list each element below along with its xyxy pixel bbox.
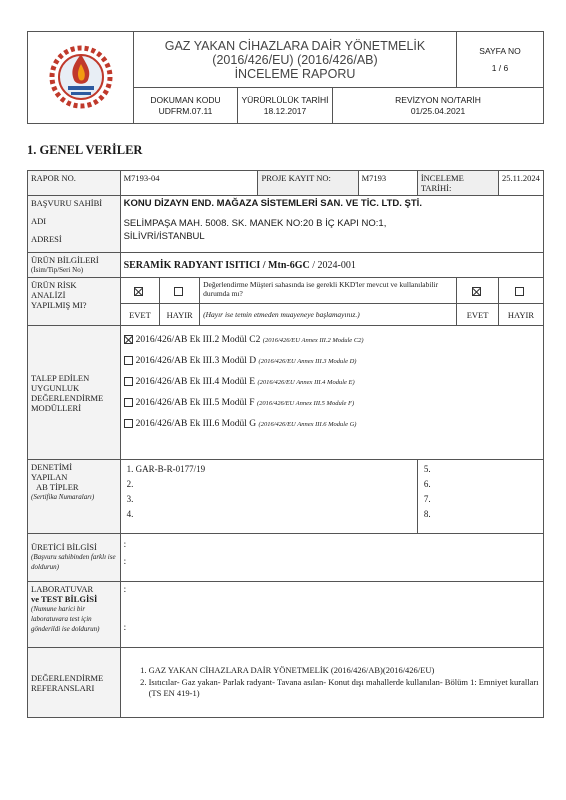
- module-checkbox[interactable]: [124, 356, 133, 365]
- risk-label-line-1: ÜRÜN RİSK: [31, 280, 77, 290]
- title-line-3: İNCELEME RAPORU: [234, 66, 356, 81]
- module-checkbox[interactable]: [124, 398, 133, 407]
- page-number-cell: [457, 32, 544, 88]
- module-text: 2016/426/AB Ek III.4 Modül E: [135, 377, 256, 387]
- lab-note: (Numune harici bir laboratuvara test için gönderildi ise doldurun): [31, 605, 100, 633]
- risk-no-box-cell[interactable]: [160, 278, 200, 304]
- lab-label: [28, 582, 121, 648]
- product-label: [28, 253, 121, 278]
- module-item[interactable]: [124, 330, 540, 351]
- types-left: [120, 460, 417, 534]
- manufacturer-address-field: :: [123, 556, 127, 566]
- modules-label-line-4: MODÜLLERİ: [31, 402, 82, 413]
- product-label-line-1: ÜRÜN BİLGİLERİ: [31, 255, 99, 265]
- module-checkbox[interactable]: [124, 335, 133, 344]
- reference-item: 2. Isıtıcılar- Gaz yakan- Parlak radyant- Tavana asılan- Konut dışı mahallerde kullanılan- Bölüm 1: Emniyet kuralları (TS EN 419-1): [149, 677, 540, 699]
- module-note: (2016/426/EU Annex III.6 Module G): [258, 421, 357, 428]
- type-item: 3.: [126, 494, 134, 504]
- ppe-question: Değerlendirme Müşteri sahasında ise gerekli KKD'ler mevcut ve kullanılabilir durumda mı?: [200, 278, 457, 304]
- report-no-value: M7193-04: [120, 171, 258, 196]
- manufacturer-name-field: :: [123, 539, 127, 549]
- doc-code-value: UDFRM.07.11: [158, 105, 213, 116]
- lab-label-line-2: ve TEST BİLGİSİ: [31, 594, 98, 604]
- references-list: [135, 665, 540, 699]
- lab-info: [120, 582, 543, 648]
- revision-cell: [333, 88, 544, 124]
- modules-label-line-2: UYGUNLUK: [31, 382, 80, 393]
- applicant-label-line-2: ADI: [31, 216, 47, 226]
- modules-label: [28, 326, 121, 460]
- references-label-line-1: DEĞERLENDİRME: [31, 672, 104, 683]
- modules-list: [120, 326, 543, 460]
- module-text: 2016/426/AB Ek III.3 Modül D: [135, 356, 257, 366]
- product-label-line-2: (İsim/Tip/Seri No): [31, 266, 84, 274]
- doc-code-cell: [134, 88, 238, 124]
- report-no-label: RAPOR NO.: [28, 171, 121, 196]
- logo-cell: [28, 32, 134, 124]
- lab-name-field: :: [123, 584, 127, 594]
- revision-value: 01/25.04.2021: [410, 105, 466, 116]
- applicant-label-line-3: ADRESİ: [31, 234, 62, 244]
- types-label-line-3: AB TİPLER: [36, 482, 79, 492]
- ppe-no-checkbox[interactable]: [515, 287, 524, 296]
- manufacturer-info: [120, 534, 543, 582]
- document-header: [27, 31, 544, 124]
- section-title: 1. GENEL VERİLER: [27, 143, 143, 157]
- type-item: 2.: [126, 479, 134, 489]
- product-info: [120, 253, 543, 278]
- risk-yes-box-cell[interactable]: [120, 278, 160, 304]
- product-value: SERAMİK RADYANT ISITICI / Mtn-6GC: [123, 259, 310, 271]
- type-item: 1. GAR-B-R-0177/19: [126, 464, 206, 474]
- lab-label-line-1: LABORATUVAR: [31, 584, 94, 594]
- type-item: 8.: [423, 509, 431, 519]
- module-item[interactable]: [124, 372, 540, 393]
- ppe-no-label: HAYIR: [498, 304, 543, 326]
- types-label: [28, 460, 121, 534]
- risk-no-label: HAYIR: [160, 304, 200, 326]
- ppe-no-box-cell[interactable]: [498, 278, 543, 304]
- inspection-date-label: İNCELEME TARİHİ:: [417, 171, 498, 196]
- modules-label-line-1: TALEP EDİLEN: [31, 372, 90, 383]
- module-text: 2016/426/AB Ek III.5 Modül F: [135, 398, 255, 408]
- types-label-line-2: YAPILAN: [31, 472, 68, 482]
- manufacturer-note: (Başvuru sahibinden farklı ise doldurun): [31, 553, 116, 571]
- document-title: [134, 32, 457, 88]
- module-note: (2016/426/EU Annex III.5 Module F): [256, 400, 355, 407]
- type-item: 7.: [423, 494, 431, 504]
- company-logo-icon: [46, 40, 116, 110]
- module-item[interactable]: [124, 351, 540, 372]
- type-item: 5.: [423, 464, 431, 474]
- doc-code-label: DOKUMAN KODU: [150, 94, 221, 105]
- effective-date-label: YÜRÜRLÜLÜK TARİHİ: [241, 94, 329, 105]
- ppe-yes-label: EVET: [457, 304, 499, 326]
- applicant-label: [28, 196, 121, 253]
- project-value: M7193: [358, 171, 417, 196]
- project-label: PROJE KAYIT NO:: [258, 171, 358, 196]
- modules-label-line-3: DEĞERLENDİRME: [31, 392, 104, 403]
- risk-yes-label: EVET: [120, 304, 160, 326]
- module-note: (2016/426/EU Annex III.2 Module C2): [262, 337, 364, 344]
- references-info: [120, 648, 543, 718]
- ppe-yes-box-cell[interactable]: [457, 278, 499, 304]
- applicant-address-line-1: SELİMPAŞA MAH. 5008. SK. MANEK NO:20 B İÇ KAPI NO:1,: [123, 218, 387, 229]
- effective-date-cell: [238, 88, 333, 124]
- module-checkbox[interactable]: [124, 419, 133, 428]
- module-note: (2016/426/EU Annex III.4 Module E): [257, 379, 355, 386]
- manufacturer-label-text: ÜRETİCİ BİLGİSİ: [31, 542, 97, 552]
- risk-label-line-2: ANALİZİ: [31, 290, 66, 300]
- page-value: 1 / 6: [491, 62, 509, 73]
- references-label: [28, 648, 121, 718]
- effective-date-value: 18.12.2017: [263, 105, 307, 116]
- reference-item: 1. GAZ YAKAN CİHAZLARA DAİR YÖNETMELİK (2016/426/AB)(2016/426/EU): [149, 665, 540, 676]
- applicant-name: KONU DİZAYN END. MAĞAZA SİSTEMLERİ SAN. VE TİC. LTD. ŞTİ.: [123, 198, 422, 209]
- manufacturer-label: [28, 534, 121, 582]
- revision-label: REVİZYON NO/TARİH: [395, 94, 481, 105]
- ppe-yes-checkbox[interactable]: [472, 287, 481, 296]
- types-right: [417, 460, 543, 534]
- title-line-1: GAZ YAKAN CİHAZLARA DAİR YÖNETMELİK: [164, 38, 426, 53]
- risk-label-line-3: YAPILMIŞ MI?: [31, 300, 87, 310]
- types-label-note: (Sertifika Numaraları): [31, 493, 95, 501]
- lab-address-field: :: [123, 622, 127, 632]
- risk-yes-checkbox[interactable]: [134, 287, 143, 296]
- module-text: 2016/426/AB Ek III.6 Modül G: [135, 419, 257, 429]
- risk-label: [28, 278, 121, 326]
- module-text: 2016/426/AB Ek III.2 Modül C2: [135, 335, 261, 345]
- product-serial: / 2024-001: [312, 259, 356, 271]
- applicant-info: [120, 196, 543, 253]
- applicant-address-line-2: SİLİVRİ/İSTANBUL: [123, 231, 205, 242]
- ppe-note: (Hayır ise temin etmeden muayeneye başlamayınız.): [200, 304, 457, 326]
- references-label-line-2: REFERANSLARI: [31, 682, 95, 693]
- page-label: SAYFA NO: [479, 45, 521, 56]
- type-item: 6.: [423, 479, 431, 489]
- applicant-label-line-1: BAŞVURU SAHİBİ: [31, 198, 103, 208]
- inspection-date-value: 25.11.2024: [498, 171, 543, 196]
- title-line-2: (2016/426/EU) (2016/426/AB): [212, 52, 378, 67]
- module-item[interactable]: [124, 414, 540, 435]
- module-note: (2016/426/EU Annex III.3 Module D): [258, 358, 357, 365]
- general-data-table: [27, 170, 544, 718]
- module-item[interactable]: [124, 393, 540, 414]
- type-item: 4.: [126, 509, 134, 519]
- module-checkbox[interactable]: [124, 377, 133, 386]
- types-label-line-1: DENETİMİ: [31, 462, 73, 472]
- risk-no-checkbox[interactable]: [174, 287, 183, 296]
